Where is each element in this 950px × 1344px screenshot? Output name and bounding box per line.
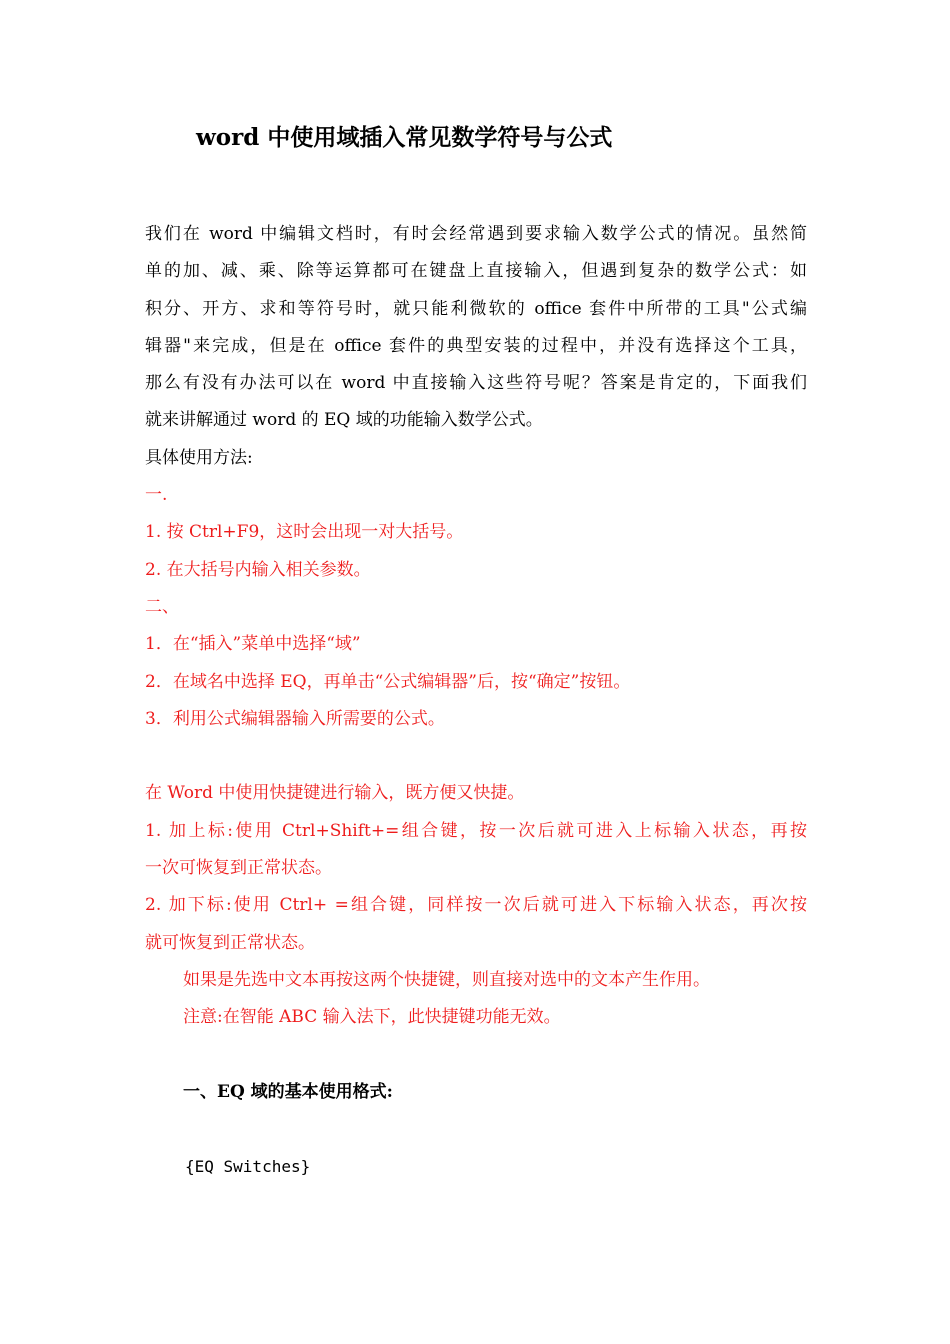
intro-line: 辑器"来完成，但是在 office 套件的典型安装的过程中，并没有选择这个工具，	[145, 335, 807, 356]
usage-label: 具体使用方法:	[145, 447, 253, 468]
intro-line: 积分、开方、求和等符号时，就只能利微软的 office 套件中所带的工具"公式编	[145, 298, 807, 319]
method-one-marker: 一.	[145, 485, 168, 506]
intro-line: 那么有没有办法可以在 word 中直接输入这些符号呢？答案是肯定的，下面我们	[145, 373, 807, 394]
method-two-marker: 二、	[145, 596, 179, 617]
method-two-step: 1．在“插入”菜单中选择“域”	[145, 634, 361, 655]
shortcut-line: 1. 加上标:使用 Ctrl+Shift+=组合键，按一次后就可进入上标输入状态，再按	[145, 820, 807, 841]
document-title: word 中使用域插入常见数学符号与公式	[196, 124, 613, 151]
blank-line	[145, 738, 807, 775]
intro-line: 就来讲解通过 word 的 EQ 域的功能输入数学公式。	[145, 410, 543, 431]
method-two-step: 3．利用公式编辑器输入所需要的公式。	[145, 708, 445, 729]
shortcut-line: 2. 加下标:使用 Ctrl+ =组合键，同样按一次后就可进入下标输入状态，再次按	[145, 895, 807, 916]
blank-line	[145, 1037, 807, 1074]
document-body	[145, 216, 807, 1186]
intro-line: 单的加、减、乘、除等运算都可在键盘上直接输入，但遇到复杂的数学公式：如	[145, 261, 807, 282]
method-one-step: 1. 按 Ctrl+F9，这时会出现一对大括号。	[145, 522, 464, 543]
shortcut-intro: 在 Word 中使用快捷键进行输入，既方便又快捷。	[145, 783, 525, 804]
blank-line	[145, 1111, 807, 1148]
note-line: 注意:在智能 ABC 输入法下，此快捷键功能无效。	[183, 1007, 561, 1028]
note-line: 如果是先选中文本再按这两个快捷键，则直接对选中的文本产生作用。	[183, 969, 710, 990]
shortcut-line: 就可恢复到正常状态。	[145, 932, 315, 953]
method-two-step: 2．在域名中选择 EQ，再单击“公式编辑器”后，按“确定”按钮。	[145, 671, 631, 692]
section-heading: 一、EQ 域的基本使用格式:	[183, 1081, 393, 1102]
intro-line: 我们在 word 中编辑文档时，有时会经常遇到要求输入数学公式的情况。虽然简	[145, 224, 807, 244]
method-one-step: 2. 在大括号内输入相关参数。	[145, 559, 371, 580]
code-sample: {EQ Switches}	[185, 1157, 311, 1177]
shortcut-line: 一次可恢复到正常状态。	[145, 858, 332, 879]
